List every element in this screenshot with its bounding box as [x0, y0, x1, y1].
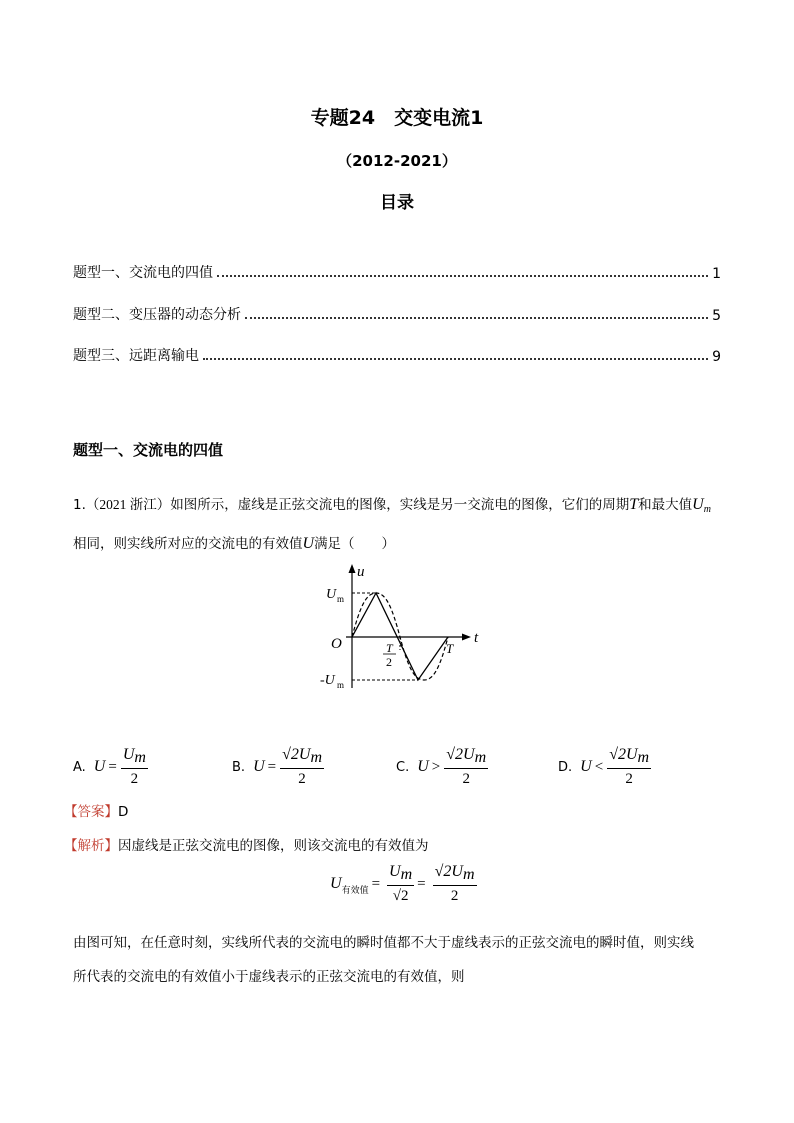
period-label: T — [446, 641, 454, 656]
question-text-c: 相同，则实线所对应的交流电的有效值 — [73, 536, 303, 552]
t-axis-label: t — [474, 630, 479, 646]
option-fraction: $\frac{√2Um}{2}$ — [446, 746, 487, 787]
u-axis-arrow — [349, 564, 356, 573]
option-relation: = — [267, 758, 277, 775]
toc-entry-1[interactable] — [73, 260, 721, 282]
analysis-text-3: 所代表的交流电的有效值小于虚线表示的正弦交流电的有效值，则 — [73, 969, 465, 985]
question-number: 1. — [73, 497, 86, 513]
option-c[interactable] — [396, 745, 488, 789]
option-b[interactable] — [232, 745, 324, 789]
toc-heading: 目录 — [380, 193, 414, 213]
toc-leader — [203, 358, 708, 360]
formula-lhs-sub: 有效值 — [341, 885, 369, 896]
period-symbol: T — [629, 496, 639, 513]
option-fraction: $\frac{√2Um}{2}$ — [282, 746, 322, 787]
waveform-figure — [310, 562, 500, 692]
page-title: 专题24 交变电流1 — [310, 107, 484, 129]
effective-value-formula: U 有效值 = $\frac{Um}{√2}$ = $\frac{√2Um}{2}$ — [330, 863, 475, 904]
option-relation: > — [431, 758, 441, 775]
um-label-sub: m — [337, 594, 345, 604]
toc-page: 5 — [712, 308, 721, 324]
option-lhs: U — [253, 758, 265, 775]
answer-line — [64, 800, 128, 820]
section-heading: 题型一、交流电的四值 — [73, 441, 224, 459]
toc-entry-2[interactable] — [73, 302, 721, 324]
analysis-text-1: 因虚线是正弦交流电的图像，则该交流电的有效值为 — [118, 838, 429, 854]
formula-fraction-1: $\frac{Um}{√2}$ — [389, 863, 413, 904]
toc-leader — [245, 317, 708, 319]
analysis-tag: 【解析】 — [64, 838, 118, 854]
toc-page: 9 — [712, 349, 721, 365]
question-text-d: 满足（ ） — [314, 536, 396, 552]
option-relation: = — [108, 758, 117, 775]
u-axis-label: u — [357, 564, 365, 580]
formula-fraction-2: $\frac{√2Um}{2}$ — [434, 863, 475, 904]
analysis-line-1 — [64, 834, 429, 854]
origin-label: O — [331, 636, 342, 652]
analysis-text-2: 由图可知，在任意时刻，实线所代表的交流电的瞬时值都不大于虚线表示的正弦交流电的瞬时值，则实线 — [73, 935, 694, 951]
toc-entry-3[interactable] — [73, 343, 721, 365]
um-label: U — [326, 587, 337, 602]
formula-lhs: U — [330, 875, 342, 892]
option-fraction: $\frac{Um}{2}$ — [122, 746, 146, 787]
year-range: （2012-2021） — [337, 152, 457, 170]
half-period-den: 2 — [386, 655, 392, 669]
option-a[interactable] — [73, 745, 148, 789]
t-axis-arrow — [462, 634, 471, 641]
effective-value-symbol: U — [302, 535, 315, 552]
toc-page: 1 — [712, 266, 721, 282]
option-fraction: $\frac{√2Um}{2}$ — [609, 746, 650, 787]
option-lhs: U — [93, 758, 106, 775]
answer-tag: 【答案】 — [64, 804, 118, 820]
option-d[interactable] — [558, 745, 651, 789]
toc-label: 题型三、远距离输电 — [73, 348, 199, 364]
option-lhs: U — [580, 758, 592, 775]
option-letter: D. — [558, 759, 573, 775]
option-lhs: U — [417, 758, 429, 775]
option-relation: < — [594, 758, 604, 775]
neg-um-label: -U — [320, 673, 335, 688]
neg-um-label-sub: m — [337, 680, 345, 690]
question-source: （2021 浙江） — [85, 497, 171, 512]
question-text-a: 如图所示，虚线是正弦交流电的图像，实线是另一交流电的图像，它们的周期 — [170, 497, 630, 513]
question-stem — [73, 488, 723, 561]
question-text-b: 和最大值 — [638, 497, 693, 513]
option-letter: B. — [232, 759, 246, 775]
max-value-subscript: m — [703, 504, 711, 515]
answer-value: D — [118, 804, 129, 820]
option-letter: A. — [73, 759, 86, 775]
toc-leader — [217, 275, 708, 277]
half-period-num: T — [386, 641, 393, 655]
toc-label: 题型二、变压器的动态分析 — [73, 307, 241, 323]
analysis-paragraph — [73, 926, 733, 994]
max-value-symbol: U — [692, 496, 704, 513]
option-letter: C. — [396, 759, 410, 775]
toc-label: 题型一、交流电的四值 — [73, 265, 213, 281]
